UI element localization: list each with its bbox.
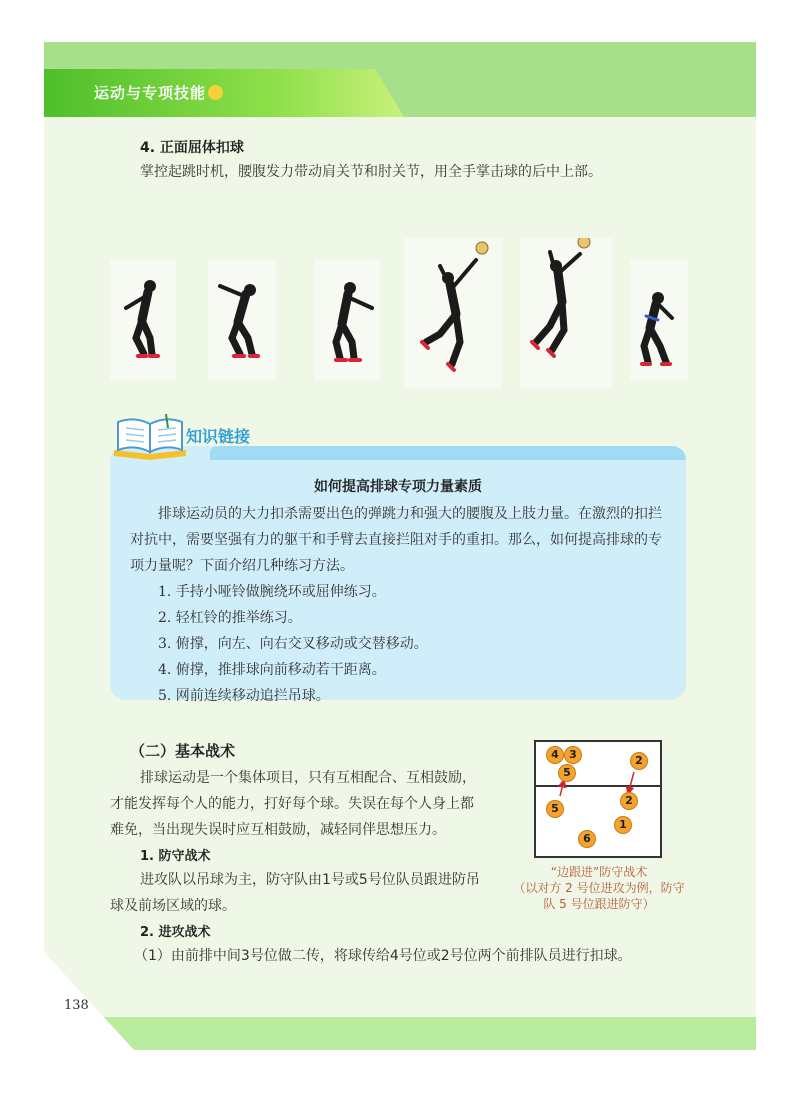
- diagram-caption-line-2: （以对方 2 号位进攻为例，防守: [513, 881, 685, 895]
- knowledge-paragraph-line-1: 排球运动员的大力扣杀需要出色的弹跳力和强大的腰腹及上肢力量。在激烈的扣拦: [158, 506, 662, 522]
- player-marker-1: 1: [614, 816, 632, 834]
- defense-line-2: 球及前场区域的球。: [110, 898, 236, 914]
- knowledge-item-2: 2. 轻杠铃的推举练习。: [158, 610, 302, 626]
- tactics-intro-line-3: 难免，当出现失误时应互相鼓励，减轻同伴思想压力。: [110, 822, 446, 838]
- spike-sequence-illustration: [110, 238, 690, 408]
- header-title-text: 运动与专项技能: [94, 84, 207, 102]
- player-marker-3: 3: [564, 746, 582, 764]
- spike-photo-sequence: [110, 238, 690, 408]
- offense-text: （1）由前排中间3号位做二传，将球传给4号位或2号位两个前排队员进行扣球。: [134, 948, 632, 964]
- textbook-page: [44, 42, 756, 1050]
- header-title: [94, 82, 223, 103]
- knowledge-heading: 如何提高排球专项力量素质: [314, 479, 482, 495]
- knowledge-item-5: 5. 网前连续移动追拦吊球。: [158, 688, 330, 704]
- tactics-intro-line-1: 排球运动是一个集体项目，只有互相配合、互相鼓励，: [140, 770, 476, 786]
- tactics-title: （二）基本战术: [130, 742, 236, 760]
- knowledge-item-4: 4. 俯撑，推排球向前移动若干距离。: [158, 662, 386, 678]
- section-4-text: 掌控起跳时机，腰腹发力带动肩关节和肘关节，用全手掌击球的后中上部。: [140, 164, 602, 180]
- player-marker-5-front: 5: [558, 764, 576, 782]
- chapter-badge-icon: [208, 85, 223, 100]
- knowledge-item-3: 3. 俯撑，向左、向右交叉移动或交替移动。: [158, 636, 428, 652]
- defense-court-diagram: [534, 740, 662, 858]
- diagram-caption-line-1: “边跟进”防守战术: [550, 865, 648, 879]
- player-marker-5: 5: [546, 800, 564, 818]
- player-marker-2-front: 2: [630, 752, 648, 770]
- knowledge-paragraph-line-2: 对抗中，需要坚强有力的躯干和手臂去直接拦阻对手的重扣。那么，如何提高排球的专: [130, 532, 662, 548]
- knowledge-item-1: 1. 手持小哑铃做腕绕环或屈伸练习。: [158, 584, 386, 600]
- defense-title: 1. 防守战术: [140, 849, 211, 864]
- offense-title: 2. 进攻战术: [140, 925, 211, 940]
- knowledge-link-label: 知识链接: [186, 427, 251, 446]
- player-marker-4: 4: [546, 746, 564, 764]
- player-marker-6: 6: [578, 830, 596, 848]
- diagram-caption-line-3: 队 5 号位跟进防守）: [543, 897, 655, 911]
- section-4-title: 4. 正面屈体扣球: [140, 140, 244, 156]
- page-number: 138: [64, 998, 89, 1013]
- bottom-left-wedge: [44, 952, 134, 1050]
- defense-line-1: 进攻队以吊球为主，防守队由1号或5号位队员跟进防吊: [140, 872, 480, 888]
- bottom-band: [44, 1017, 756, 1050]
- player-marker-2: 2: [620, 792, 638, 810]
- knowledge-paragraph-line-3: 项力量呢？下面介绍几种练习方法。: [130, 558, 354, 574]
- tactics-intro-line-2: 才能发挥每个人的能力，打好每个球。失误在每个人身上都: [110, 796, 474, 812]
